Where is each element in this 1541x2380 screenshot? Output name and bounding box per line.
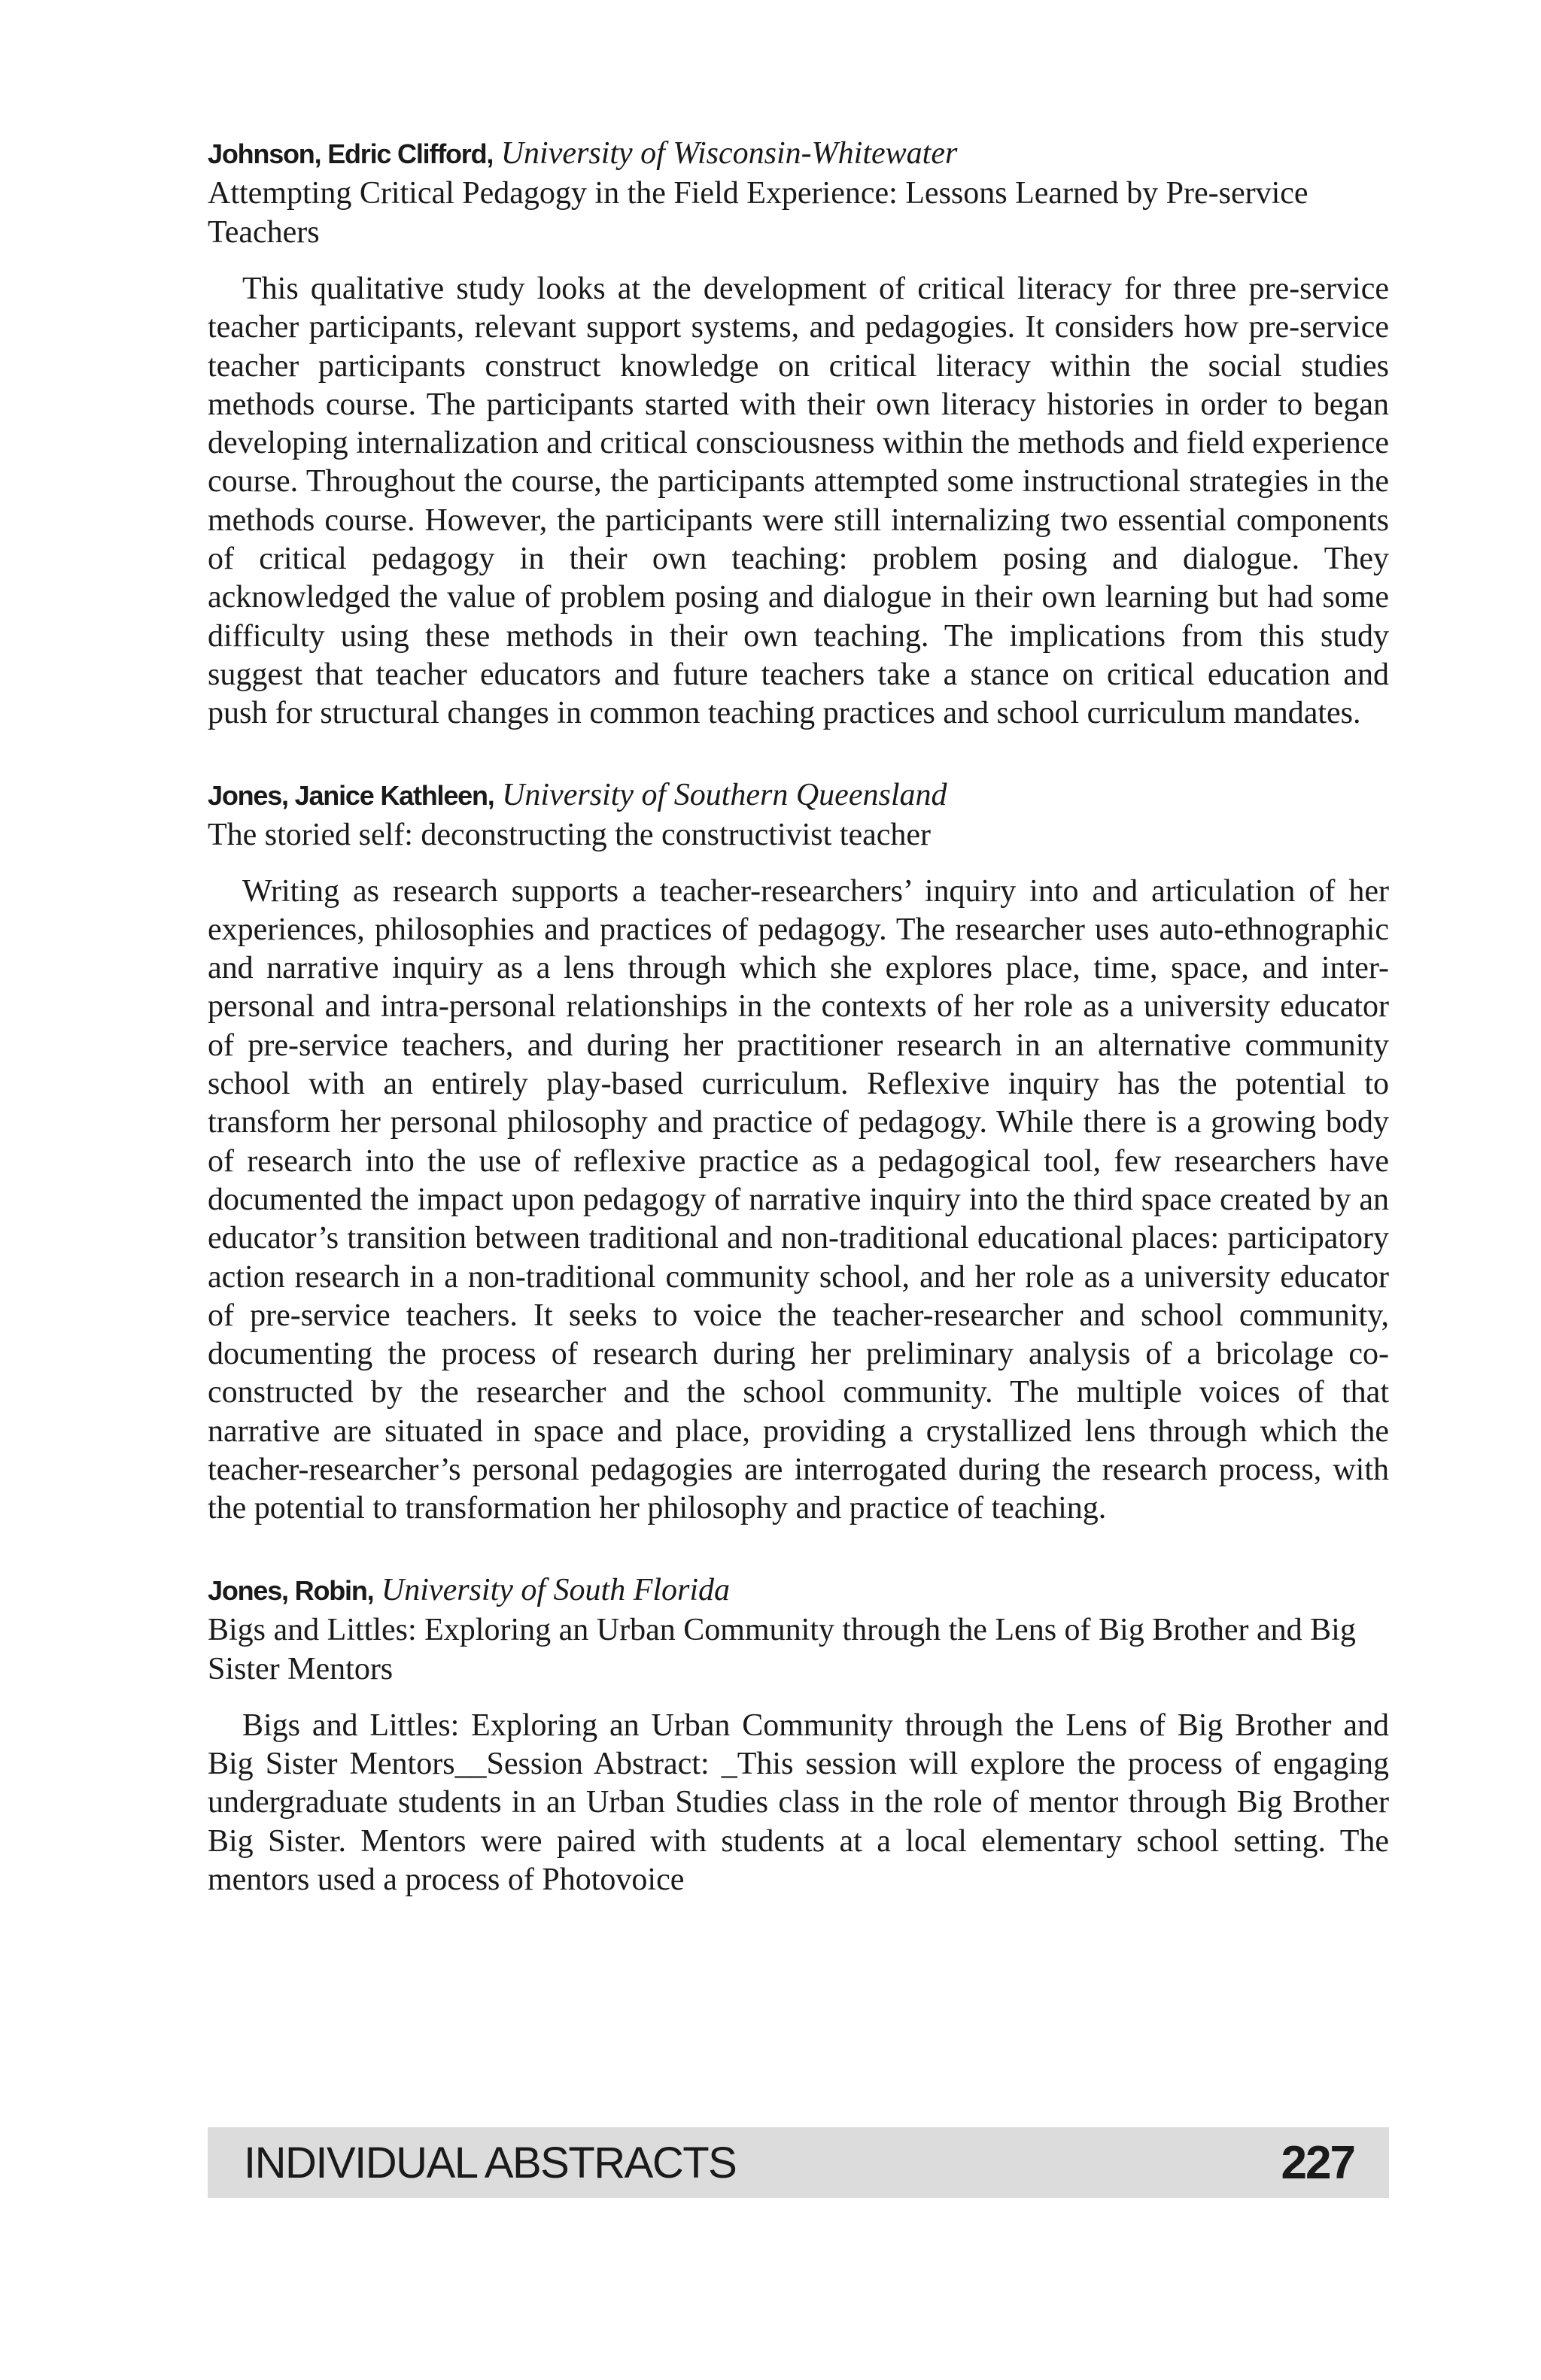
author-affiliation: University of Southern Queensland	[502, 777, 947, 812]
abstract-text: Bigs and Littles: Exploring an Urban Community through the Lens of Big Brother and Big Sister Mentors__Session Abstract: _This session will explore the process of engaging undergraduate students in an Urban Studies class in the role of mentor through Big Brother Big Sister. Mentors were paired with students at a local elementary school setting. The mentors used a process of Photovoice	[208, 1708, 1389, 1897]
abstract-entry	[208, 776, 1389, 1528]
abstract-text: This qualitative study looks at the development of critical literacy for three pre-service teacher participants, relevant support systems, and pedagogies. It considers how pre-service teacher participants construct knowledge on critical literacy within the social studies methods course. The participants started with their own literacy histories in order to began developing internalization and critical consciousness within the methods and field experience course. Throughout the course, the participants attempted some instructional strategies in the methods course. However, the participants were still internalizing two essential components of critical pedagogy in their own teaching: problem posing and dialogue. They acknowledged the value of problem posing and dialogue in their own learning but had some difficulty using these methods in their own teaching. The implications from this study suggest that teacher educators and future teachers take a stance on critical education and push for structural changes in common teaching practices and school curriculum mandates.	[208, 272, 1389, 731]
abstract-title: Bigs and Littles: Exploring an Urban Community through the Lens of Big Brother and Big Sister Mentors	[208, 1612, 1356, 1686]
author-name: Johnson, Edric Clifford,	[208, 138, 494, 169]
page-content	[208, 134, 1389, 1941]
entry-header	[208, 776, 1389, 815]
entry-header	[208, 1571, 1389, 1610]
abstract-entry	[208, 134, 1389, 733]
abstract-title: Attempting Critical Pedagogy in the Field Experience: Lessons Learned by Pre-service Teachers	[208, 176, 1308, 250]
page-footer	[208, 2127, 1389, 2198]
abstract-title: The storied self: deconstructing the constructivist teacher	[208, 817, 932, 852]
entry-header	[208, 134, 1389, 174]
author-affiliation: University of South Florida	[381, 1572, 731, 1607]
author-name: Jones, Janice Kathleen,	[208, 779, 494, 811]
section-label: INDIVIDUAL ABSTRACTS	[244, 2138, 737, 2187]
abstract-entry	[208, 1571, 1389, 1899]
author-name: Jones, Robin,	[208, 1574, 374, 1606]
author-affiliation: University of Wisconsin-Whitewater	[500, 136, 958, 171]
abstract-text: Writing as research supports a teacher-researchers’ inquiry into and articulation of her experiences, philosophies and practices of pedagogy. The researcher uses auto-ethnographic and narrative inquiry as a lens through which she explores place, time, space, and inter-personal and intra-personal relationships in the contexts of her role as a university educator of pre-service teachers, and during her practitioner research in an alternative community school with an entirely play-based curriculum. Reflexive inquiry has the potential to transform her personal philosophy and practice of pedagogy. While there is a growing body of research into the use of reflexive practice as a pedagogical tool, few researchers have documented the impact upon pedagogy of narrative inquiry into the third space created by an educator’s transition between traditional and non-traditional educational places: participatory action research in a non-traditional community school, and her role as a university educator of pre-service teachers. It seeks to voice the teacher-researcher and school community, documenting the process of research during her preliminary analysis of a bricolage co-constructed by the researcher and the school community. The multiple voices of that narrative are situated in space and place, providing a crystallized lens through which the teacher-researcher’s personal pedagogies are interrogated during the research process, with the potential to transformation her philosophy and practice of teaching.	[208, 873, 1389, 1526]
page-number: 227	[1281, 2136, 1354, 2189]
